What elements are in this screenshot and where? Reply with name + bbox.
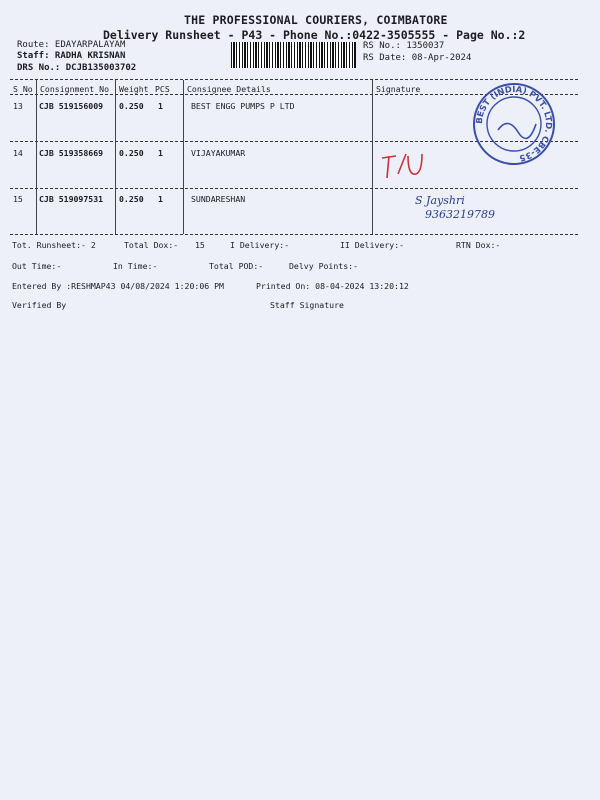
row-pcs: 1 (158, 148, 163, 158)
col-header-consignment: Consignment No (40, 84, 110, 94)
row-pcs: 1 (158, 194, 163, 204)
row-consignee: SUNDARESHAN (191, 194, 246, 204)
in-time: In Time:- (113, 261, 158, 271)
runsheet-subtitle: Delivery Runsheet - P43 - Phone No.:0422-3505555 - Page No.:2 (103, 28, 526, 42)
rs-date: RS Date: 08-Apr-2024 (363, 53, 472, 63)
col-header-sno: S No (13, 84, 33, 94)
ii-delivery: II Delivery:- (340, 240, 405, 250)
rs-number: RS No.: 1350037 (363, 41, 445, 51)
row-sno: 14 (13, 148, 23, 158)
row-weight: 0.250 (119, 148, 144, 158)
company-title: THE PROFESSIONAL COURIERS, COIMBATORE (184, 13, 448, 27)
route-label: Route: EDAYARPALAYAM (17, 40, 126, 50)
staff-signature-label: Staff Signature (270, 300, 344, 310)
handwritten-signature: S Jayshri (415, 194, 465, 207)
row-sno: 15 (13, 194, 23, 204)
col-header-signature: Signature (376, 84, 421, 94)
row-weight: 0.250 (119, 101, 144, 111)
table-bottom-border (10, 234, 578, 235)
row-consignment: CJB 519358669 (39, 148, 104, 158)
column-divider (183, 80, 184, 234)
handwritten-phone: 9363219789 (425, 208, 495, 221)
col-header-consignee: Consignee Details (187, 84, 271, 94)
company-stamp (468, 78, 560, 170)
column-divider (372, 80, 373, 234)
row-consignment: CJB 519156009 (39, 101, 104, 111)
stamp-text: BEST (INDIA) PVT. LTD. CBE-35 (474, 84, 554, 163)
drs-number: DRS No.: DCJB135003702 (17, 63, 137, 73)
staff-label: Staff: RADHA KRISNAN (17, 51, 126, 61)
verified-by: Verified By (12, 300, 67, 310)
row-consignment: CJB 519097531 (39, 194, 104, 204)
rtn-dox: RTN Dox:- (456, 240, 501, 250)
total-dox-label: Total Dox:- (124, 240, 179, 250)
col-header-pcs: PCS (155, 84, 170, 94)
total-dox-value: 15 (195, 240, 205, 250)
row-sno: 13 (13, 101, 23, 111)
row-pcs: 1 (158, 101, 163, 111)
handwritten-tu-mark (378, 148, 428, 182)
col-header-weight: Weight (119, 84, 149, 94)
tot-runsheet: Tot. Runsheet:- 2 (12, 240, 96, 250)
row-divider (10, 188, 578, 189)
row-consignee: BEST ENGG PUMPS P LTD (191, 101, 295, 111)
total-pod: Total POD:- (209, 261, 264, 271)
row-weight: 0.250 (119, 194, 144, 204)
barcode (231, 42, 356, 68)
entered-by: Entered By :RESHMAP43 04/08/2024 1:20:06 PM (12, 281, 224, 291)
column-divider (36, 80, 37, 234)
column-divider (115, 80, 116, 234)
i-delivery: I Delivery:- (230, 240, 290, 250)
printed-on: Printed On: 08-04-2024 13:20:12 (256, 281, 409, 291)
out-time: Out Time:- (12, 261, 62, 271)
row-consignee: VIJAYAKUMAR (191, 148, 246, 158)
delvy-points: Delvy Points:- (289, 261, 359, 271)
